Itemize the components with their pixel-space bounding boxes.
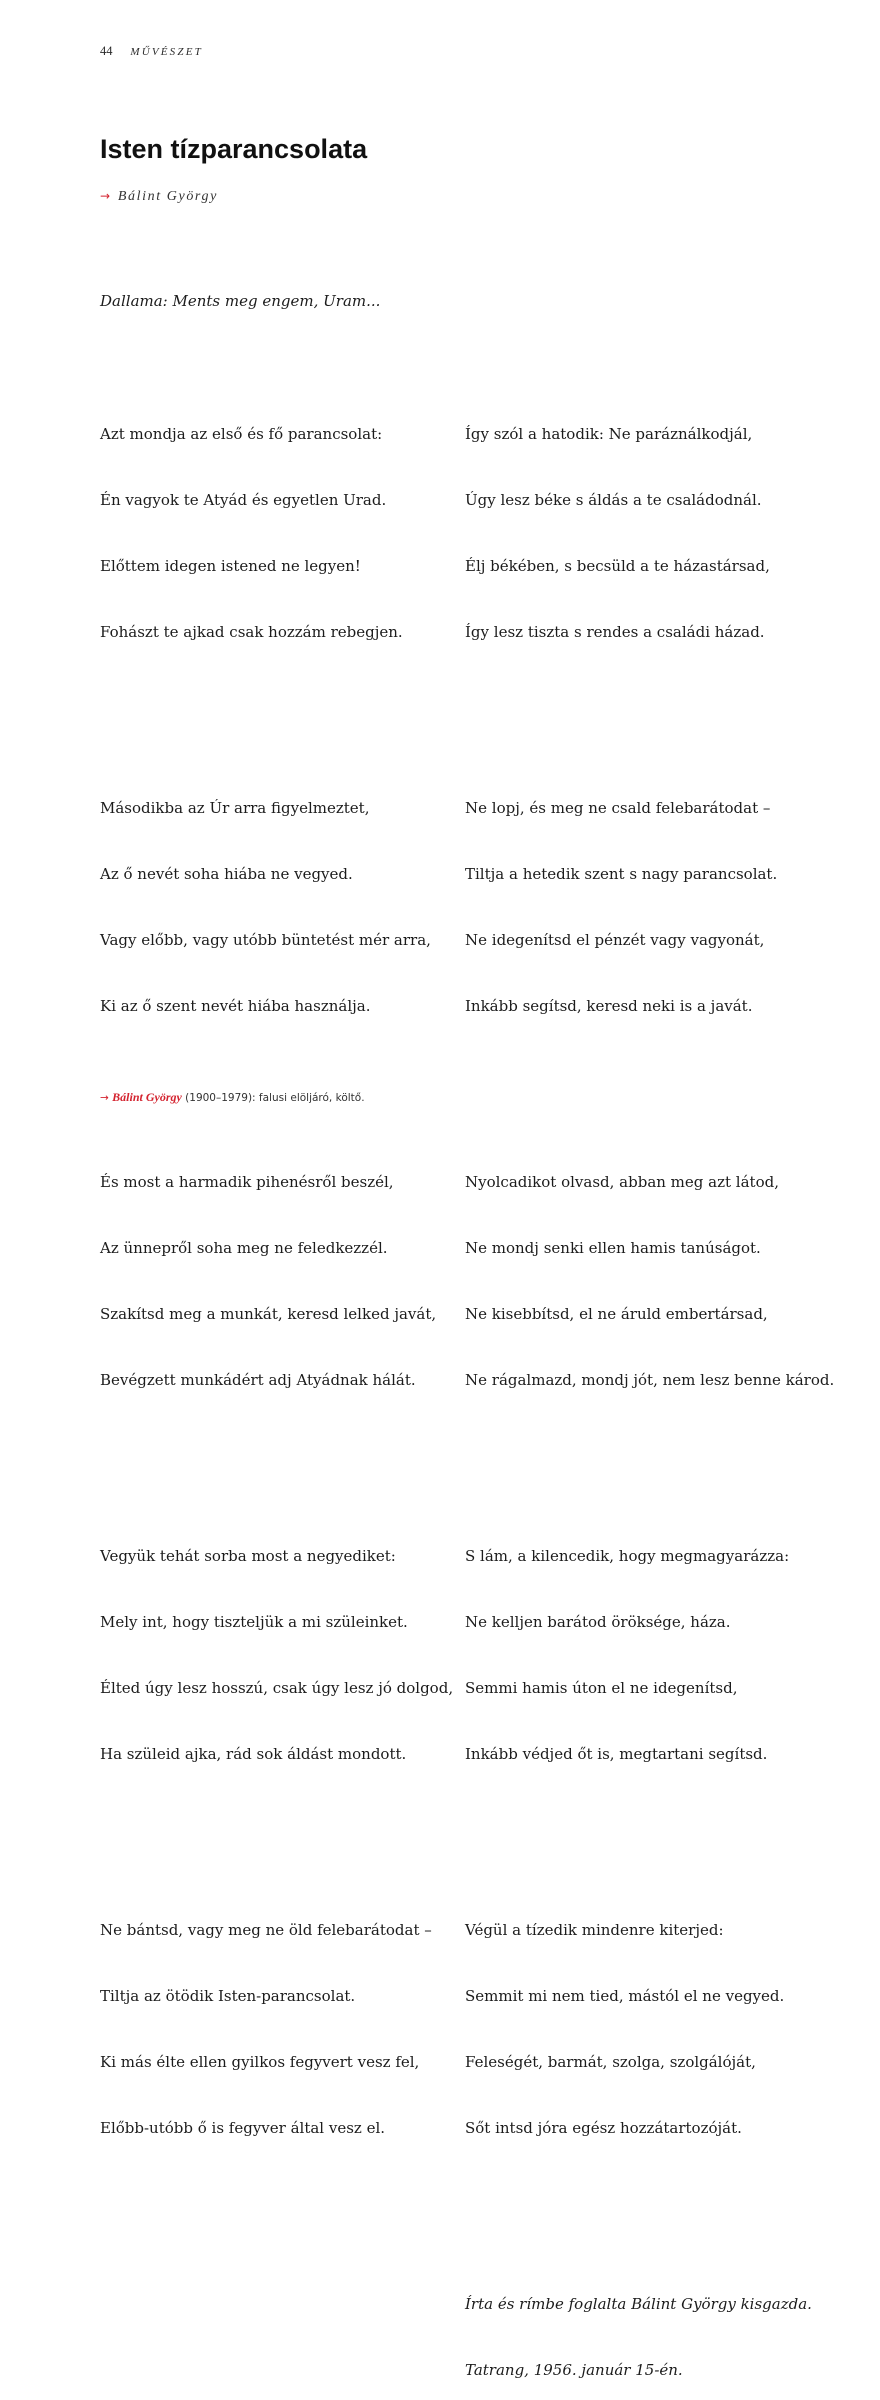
section-name: MŰVÉSZET [130, 46, 203, 58]
verse-line: Semmit mi nem tied, mástól el ne vegyed. [465, 1987, 785, 2005]
stanza [465, 1501, 834, 1809]
verse-line: Ne kisebbítsd, el ne áruld embertársad, [465, 1305, 768, 1323]
verse-line: Vagy előbb, vagy utóbb büntetést mér arra, [100, 931, 431, 949]
footnote-text: (1900–1979): falusi elöljáró, költő. [181, 1092, 365, 1104]
page-number: 44 [100, 44, 113, 58]
verse-line: Az ünnepről soha meg ne feledkezzél. [100, 1239, 388, 1257]
verse-line: Feleségét, barmát, szolga, szolgálóját, [465, 2053, 756, 2071]
verse-line: Ne kelljen barátod öröksége, háza. [465, 1613, 731, 1631]
verse-line: Azt mondja az első és fő parancsolat: [100, 425, 383, 443]
verse-line: Ne lopj, és meg ne csald felebarátodat – [465, 799, 771, 817]
verse-line: Úgy lesz béke s áldás a te családodnál. [465, 491, 762, 509]
verse-line: Nyolcadikot olvasd, abban meg azt látod, [465, 1173, 779, 1191]
verse-line: Sőt intsd jóra egész hozzátartozóját. [465, 2119, 742, 2137]
verse-line: Inkább segítsd, keresd neki is a javát. [465, 997, 753, 1015]
melody-note: Dallama: Ments meg engem, Uram... [100, 292, 381, 310]
verse-line: Így szól a hatodik: Ne paráználkodjál, [465, 425, 753, 443]
running-header [100, 44, 203, 59]
stanza [465, 379, 834, 687]
verse-line: Az ő nevét soha hiába ne vegyed. [100, 865, 353, 883]
poem-column-right [465, 335, 834, 2400]
verse-line: Előttem idegen istened ne legyen! [100, 557, 361, 575]
stanza [465, 1127, 834, 1435]
arrow-right-icon: → [100, 1092, 109, 1104]
verse-line: Élted úgy lesz hosszú, csak úgy lesz jó dolgod, [100, 1679, 454, 1697]
author-byline [100, 189, 218, 205]
verse-line: Előbb-utóbb ő is fegyver által vesz el. [100, 2119, 386, 2137]
stanza [100, 1127, 453, 1435]
verse-line: Mely int, hogy tiszteljük a mi szüleinket. [100, 1613, 408, 1631]
verse-line: Tiltja az ötödik Isten-parancsolat. [100, 1987, 356, 2005]
poem-column-left [100, 335, 453, 2227]
verse-line: Bevégzett munkádért adj Atyádnak hálát. [100, 1371, 416, 1389]
verse-line: Ne mondj senki ellen hamis tanúságot. [465, 1239, 761, 1257]
signature-note [465, 2249, 834, 2400]
arrow-right-icon: → [100, 189, 111, 203]
verse-line: Inkább védjed őt is, megtartani segítsd. [465, 1745, 768, 1763]
verse-line: Semmi hamis úton el ne idegenítsd, [465, 1679, 738, 1697]
footnote [100, 1090, 365, 1105]
verse-line: Élj békében, s becsüld a te házastársad, [465, 557, 770, 575]
verse-line: Ne rágalmazd, mondj jót, nem lesz benne károd. [465, 1371, 835, 1389]
stanza [100, 379, 453, 687]
verse-line: Fohászt te ajkad csak hozzám rebegjen. [100, 623, 403, 641]
poem-title: Isten tízparancsolata [100, 134, 368, 164]
verse-line: Ne idegenítsd el pénzét vagy vagyonát, [465, 931, 765, 949]
verse-line: S lám, a kilencedik, hogy megmagyarázza: [465, 1547, 790, 1565]
verse-line: Én vagyok te Atyád és egyetlen Urad. [100, 491, 387, 509]
stanza [465, 753, 834, 1061]
verse-line: És most a harmadik pihenésről beszél, [100, 1173, 394, 1191]
verse-line: Ki az ő szent nevét hiába használja. [100, 997, 371, 1015]
stanza [100, 1501, 453, 1809]
footnote-name: Bálint György [112, 1090, 182, 1104]
signature-line: Írta és rímbe foglalta Bálint György kisgazda. [465, 2295, 812, 2313]
verse-line: Végül a tízedik mindenre kiterjed: [465, 1921, 724, 1939]
stanza [100, 753, 453, 1061]
signature-line: Tatrang, 1956. január 15-én. [465, 2361, 683, 2379]
verse-line: Másodikba az Úr arra figyelmeztet, [100, 799, 370, 817]
author-name: Bálint György [117, 189, 218, 204]
verse-line: Szakítsd meg a munkát, keresd lelked javát, [100, 1305, 437, 1323]
verse-line: Ha szüleid ajka, rád sok áldást mondott. [100, 1745, 407, 1763]
stanza [465, 1875, 834, 2183]
verse-line: Tiltja a hetedik szent s nagy parancsolat. [465, 865, 778, 883]
verse-line: Ne bántsd, vagy meg ne öld felebarátodat – [100, 1921, 432, 1939]
verse-line: Vegyük tehát sorba most a negyediket: [100, 1547, 396, 1565]
stanza [100, 1875, 453, 2183]
verse-line: Ki más élte ellen gyilkos fegyvert vesz fel, [100, 2053, 420, 2071]
verse-line: Így lesz tiszta s rendes a családi házad. [465, 623, 765, 641]
